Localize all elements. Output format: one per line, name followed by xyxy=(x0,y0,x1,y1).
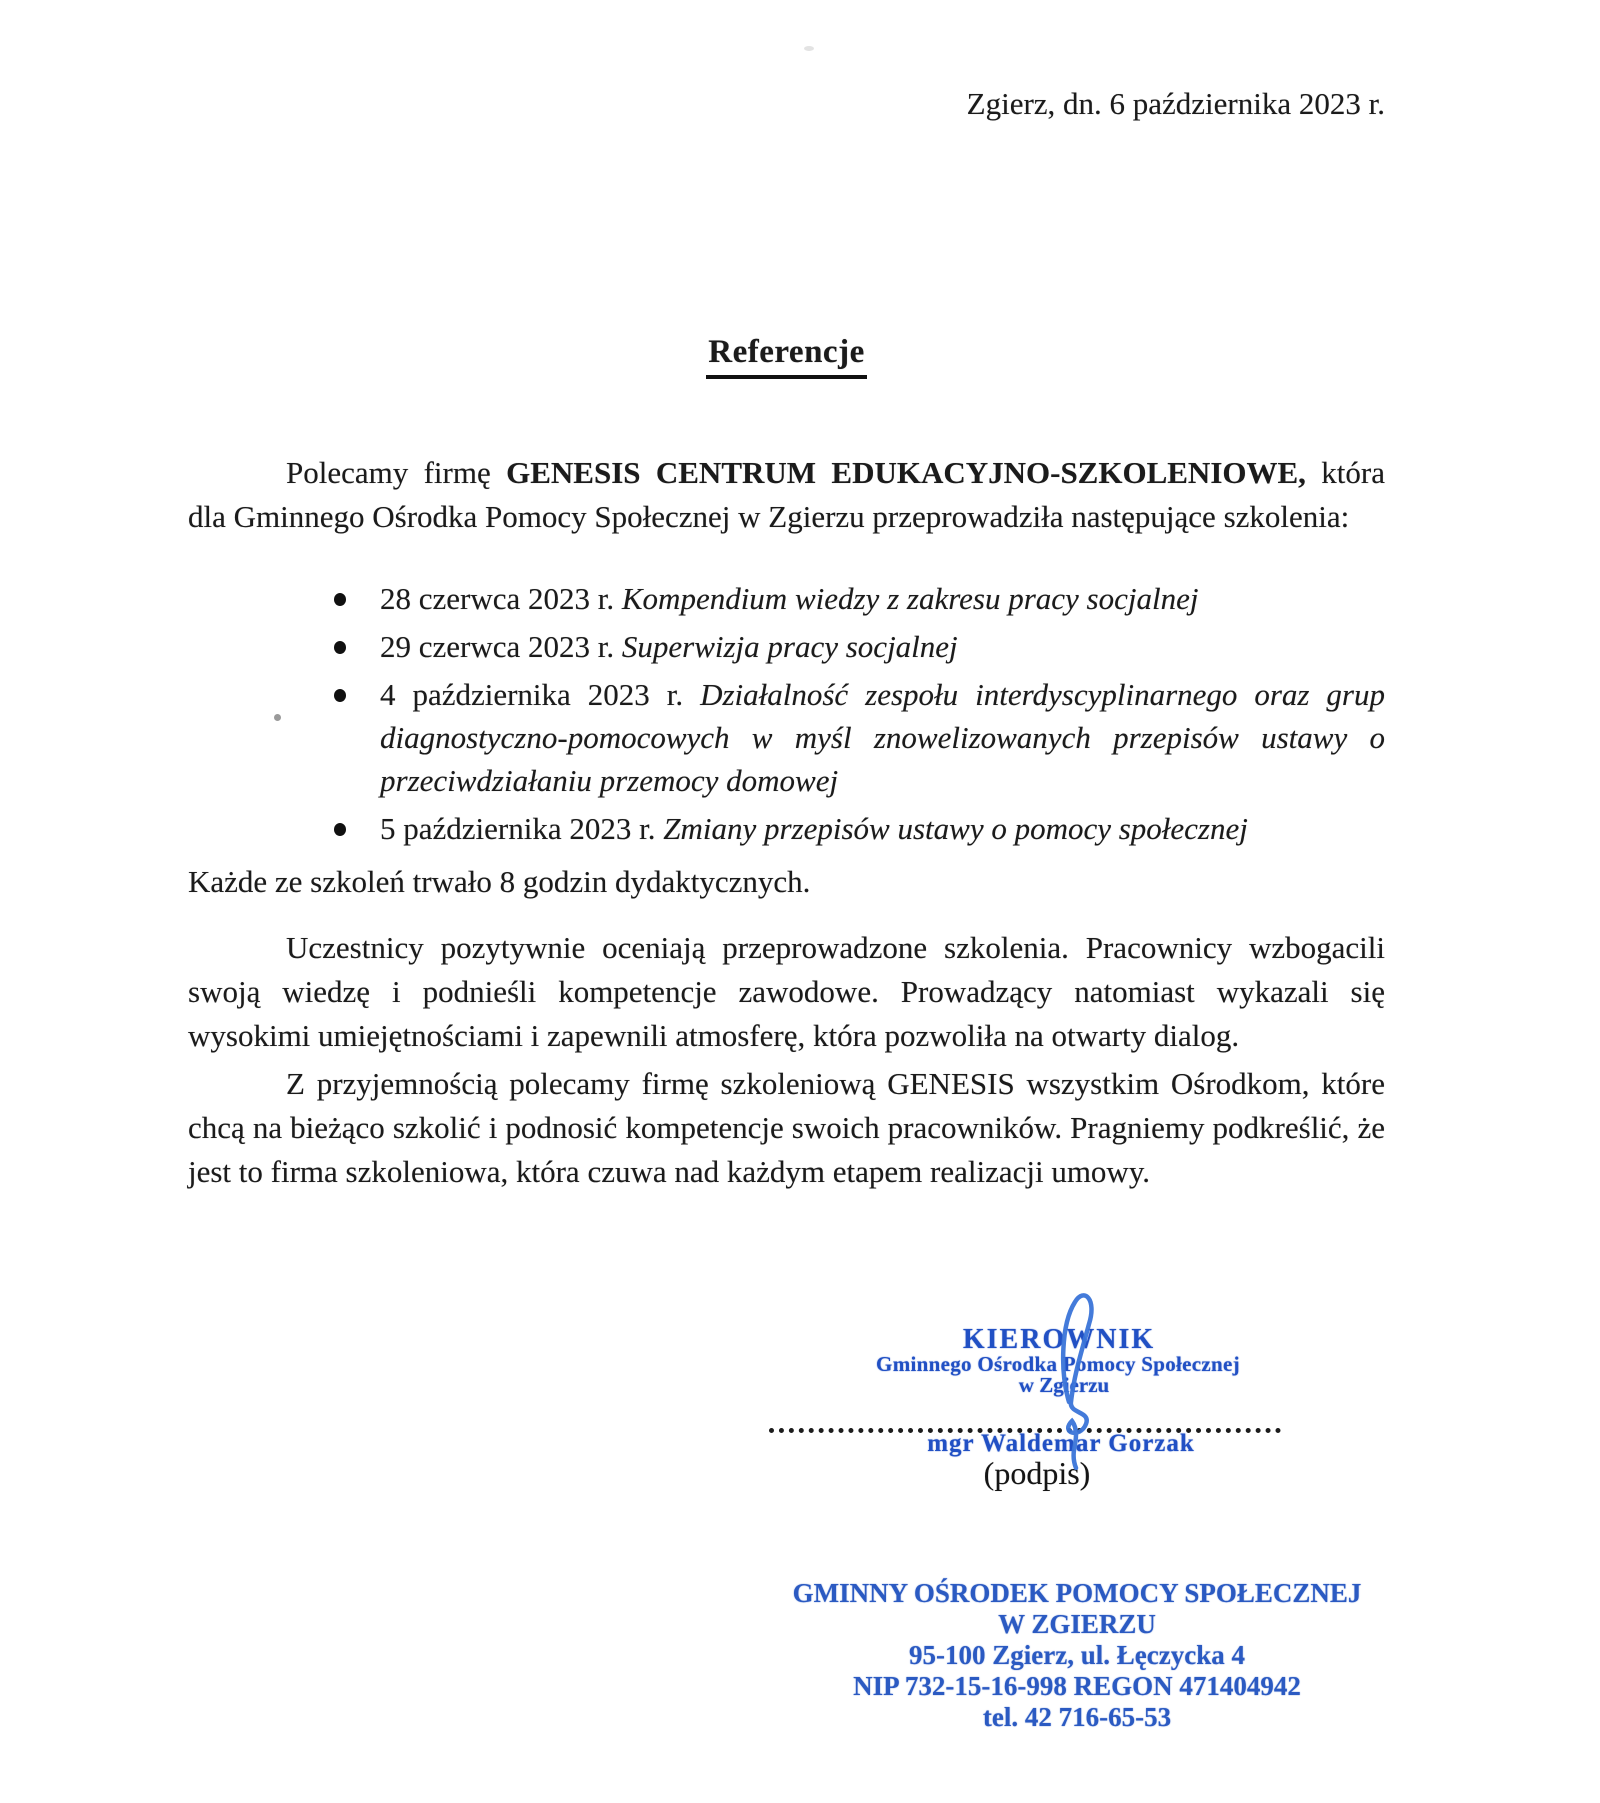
list-item xyxy=(380,577,1385,620)
letter-body xyxy=(188,0,1385,1194)
training-date: 5 października 2023 r. xyxy=(380,811,664,846)
paragraph-evaluation: Uczestnicy pozytywnie oceniają przeprowadzone szkolenia. Pracownicy wzbogacili swoją wiedzę i podnieśli kompetencje zawodowe. Prowadzący natomiast wykazali się wysokimi umiejętnościami i zapewnili atmosferę, która pozwoliła na otwarty dialog. xyxy=(188,930,1385,1053)
office-stamp-line2: W ZGIERZU xyxy=(998,1609,1156,1639)
letter-date: Zgierz, dn. 6 października 2023 r. xyxy=(966,86,1385,121)
bullet-icon xyxy=(334,689,346,702)
training-topic: Działalność zespołu interdyscyplinarnego oraz grup diagnostyczno-pomocowych w myśl znowelizowanych przepisów ustawy o przeciwdziałaniu przemocy domowej xyxy=(380,677,1385,798)
bullet-icon xyxy=(334,593,346,606)
page-title: Referencje xyxy=(706,332,866,379)
list-item xyxy=(380,625,1385,668)
paragraph-recommendation: Z przyjemnością polecamy firmę szkoleniową GENESIS wszystkim Ośrodkom, które chcą na bieżąco szkolić i podnosić kompetencje swoich pracowników. Pragniemy podkreślić, że jest to firma szkoleniowa, która czuwa nad każdym etapem realizacji umowy. xyxy=(188,1066,1385,1189)
signature-stamp-org-line2: w Zgierzu xyxy=(1018,1373,1110,1397)
training-topic: Kompendium wiedzy z zakresu pracy socjalnej xyxy=(621,581,1199,616)
office-stamp xyxy=(793,1578,1362,1733)
list-item xyxy=(380,807,1385,850)
bullet-icon xyxy=(334,823,346,836)
title-row xyxy=(188,332,1385,379)
training-date: 4 października 2023 r. xyxy=(380,677,701,712)
office-stamp-line1: GMINNY OŚRODEK POMOCY SPOŁECZNEJ xyxy=(792,1578,1362,1608)
signature-name-stamp: mgr Waldemar Gorzak xyxy=(927,1430,1195,1457)
office-stamp-line5: tel. 42 716-65-53 xyxy=(982,1702,1172,1732)
signature-dotted-line xyxy=(769,1402,1281,1433)
bullet-icon xyxy=(334,641,346,654)
training-date: 29 czerwca 2023 r. xyxy=(380,629,622,664)
para1-lead: Polecamy firmę xyxy=(286,455,507,490)
office-stamp-line4: NIP 732-15-16-998 REGON 471404942 xyxy=(853,1671,1301,1701)
training-topic: Zmiany przepisów ustawy o pomocy społecznej xyxy=(663,811,1248,846)
company-name: GENESIS CENTRUM EDUKACYJNO-SZKOLENIOWE, xyxy=(506,455,1306,490)
signature-caption: (podpis) xyxy=(983,1455,1091,1491)
scan-artifact xyxy=(274,714,281,721)
training-topic: Superwizja pracy socjalnej xyxy=(621,629,958,664)
paragraph-introduction xyxy=(188,451,1385,539)
handwritten-signature-icon xyxy=(1042,1290,1112,1470)
training-list xyxy=(188,577,1385,850)
office-stamp-line3: 95-100 Zgierz, ul. Łęczycka 4 xyxy=(909,1640,1245,1670)
list-item xyxy=(380,673,1385,802)
training-date: 28 czerwca 2023 r. xyxy=(380,581,622,616)
para1-rest: która dla Gminnego Ośrodka Pomocy Społecznej w Zgierzu przeprowadziła następujące szkolenia: xyxy=(188,455,1385,534)
signature-stamp-org-line1: Gminnego Ośrodka Pomocy Społecznej xyxy=(876,1352,1240,1376)
signature-stamp-role: KIEROWNIK xyxy=(962,1324,1156,1355)
paragraph-duration: Każde ze szkoleń trwało 8 godzin dydaktycznych. xyxy=(188,864,811,899)
